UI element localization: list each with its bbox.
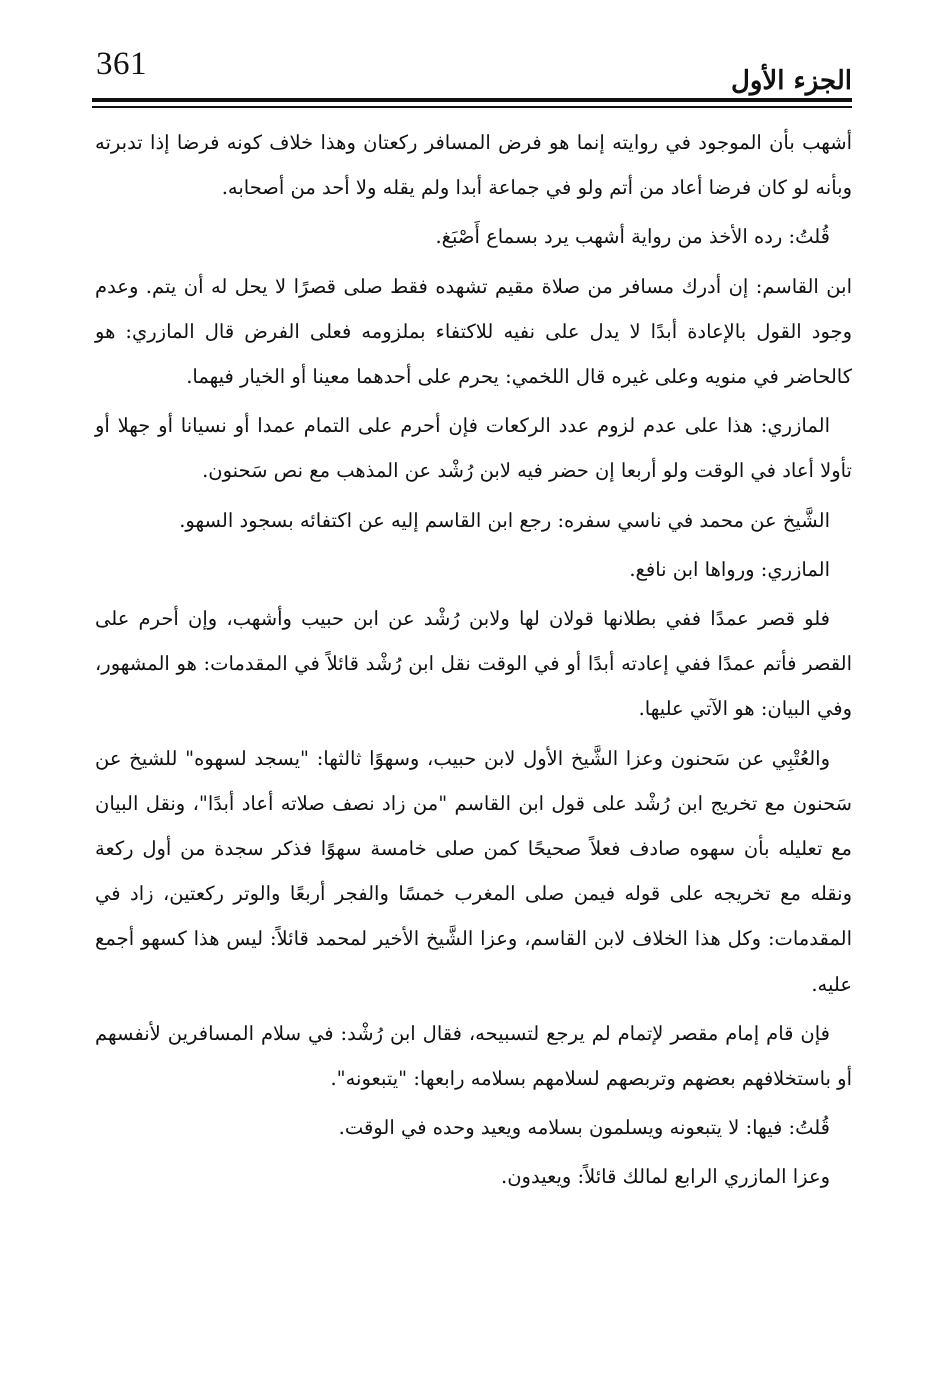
paragraph: وعزا المازري الرابع لمالك قائلاً: ويعيدون.: [501, 1165, 830, 1189]
paragraph: المازري: ورواها ابن نافع.: [629, 557, 830, 581]
paragraph: ابن القاسم: إن أدرك مسافر من صلاة مقيم تشهده فقط صلى قصرًا لا يحل له أن يتم. وعدم وجود القول بالإعادة أبدًا لا يدل على نفيه للاكتفاء بملزومه فعلى الفرض قال المازري: هو كالحاضر في منويه وعلى غيره قال اللخمي: يحرم على أحدهما معينا أو الخيار فيهما.: [95, 274, 852, 389]
paragraph: قُلتُ: فيها: لا يتبعونه ويسلمون بسلامه ويعيد وحده في الوقت.: [338, 1116, 830, 1140]
page-number: 361: [96, 46, 147, 82]
running-title: الجزء الأول: [730, 66, 852, 96]
paragraph: قُلتُ: رده الأخذ من رواية أشهب يرد بسماع أَصْبَغ.: [435, 225, 830, 249]
paragraph: المازري: هذا على عدم لزوم عدد الركعات فإن أحرم على التمام عمدا أو نسيانا أو جهلا أو تأولا أعاد في الوقت ولو أربعا إن حضر فيه لابن رُشْد عن المذهب مع نص سَحنون.: [95, 414, 852, 483]
paragraph: فإن قام إمام مقصر لإتمام لم يرجع لتسبيحه، فقال ابن رُشْد: في سلام المسافرين لأنفسهم أو باستخلافهم بعضهم وتربصهم لسلامهم بسلامه رابعها: "يتبعونه".: [95, 1021, 852, 1091]
page-header: [92, 40, 852, 108]
header-rule-thin: [92, 106, 852, 108]
paragraph: الشَّيخ عن محمد في ناسي سفره: رجع ابن القاسم إليه عن اكتفائه بسجود السهو.: [179, 508, 830, 532]
paragraph: والعُتْبِي عن سَحنون وعزا الشَّيخ الأول لابن حبيب، وسهوًا ثالثها: "يسجد لسهوه" للشيخ عن سَحنون مع تخريج ابن رُشْد على قول ابن القاسم "من زاد نصف صلاته أعاد أبدًا"، ونقل البيان مع تعليله بأن سهوه صادف فعلاً صحيحًا كمن صلى خامسة سهوًا فذكر سجدة من أول ركعة ونقله مع تخريجه على قوله فيمن صلى المغرب خمسًا والفجر أربعًا والوتر ركعتين، زاد في المقدمات: وكل هذا الخلاف لابن القاسم، وعزا الشَّيخ الأخير لمحمد قائلاً: ليس هذا كسهو أجمع عليه.: [95, 746, 852, 996]
paragraph: فلو قصر عمدًا ففي بطلانها قولان لها ولابن رُشْد عن ابن حبيب وأشهب، وإن أحرم على القصر فأتم عمدًا ففي إعادته أبدًا أو في الوقت نقل ابن رُشْد قائلاً في المقدمات: هو المشهور، وفي البيان: هو الآتي عليها.: [95, 607, 852, 721]
body-text: [95, 120, 852, 1204]
header-rule-thick: [92, 98, 852, 102]
paragraph: أشهب بأن الموجود في روايته إنما هو فرض المسافر ركعتان وهذا خلاف كونه فرضا إذا تدبرته وبأنه لو كان فرضا أعاد من أتم ولو في جماعة أبدا ولم يقله ولا أحد من أصحابه.: [95, 131, 852, 200]
